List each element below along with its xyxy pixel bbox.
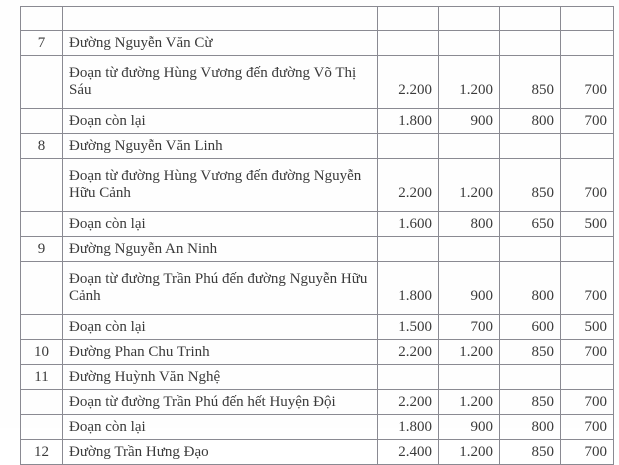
land-price-table: [20, 6, 614, 465]
price-position-3-cell: 850: [500, 390, 561, 415]
stt-cell: 8: [21, 134, 63, 159]
price-position-2-cell: 700: [439, 315, 500, 340]
table-row: [21, 31, 614, 56]
table-row: [21, 134, 614, 159]
price-position-1-cell: 2.200: [378, 340, 439, 365]
price-position-2-cell: 800: [439, 212, 500, 237]
price-position-4-cell: 700: [561, 109, 614, 134]
segment-name-cell: Đoạn còn lại: [63, 109, 378, 134]
table-row: [21, 340, 614, 365]
price-position-3-cell: 850: [500, 56, 561, 109]
table-row: [21, 159, 614, 212]
price-position-4-cell: 700: [561, 390, 614, 415]
price-position-4-cell: 700: [561, 415, 614, 440]
price-position-2-cell: 1.200: [439, 440, 500, 465]
price-position-2-cell: [439, 237, 500, 262]
price-position-4-cell: [561, 7, 614, 31]
stt-cell: [21, 212, 63, 237]
stt-cell: [21, 159, 63, 212]
price-position-4-cell: [561, 31, 614, 56]
price-position-1-cell: 2.200: [378, 159, 439, 212]
price-position-4-cell: 700: [561, 262, 614, 315]
stt-cell: 7: [21, 31, 63, 56]
street-name-cell: Đường Phan Chu Trinh: [63, 340, 378, 365]
price-position-4-cell: 700: [561, 56, 614, 109]
price-position-1-cell: 1.800: [378, 262, 439, 315]
price-position-2-cell: 1.200: [439, 390, 500, 415]
price-position-3-cell: 650: [500, 212, 561, 237]
street-name-cell: Đường Huỳnh Văn Nghệ: [63, 365, 378, 390]
stt-cell: [21, 415, 63, 440]
stt-cell: [21, 109, 63, 134]
price-position-1-cell: 2.200: [378, 56, 439, 109]
price-position-4-cell: 500: [561, 315, 614, 340]
segment-name-cell: Đoạn còn lại: [63, 212, 378, 237]
street-name-cell: Đường Nguyễn An Ninh: [63, 237, 378, 262]
stt-cell: 11: [21, 365, 63, 390]
segment-name-cell: Đoạn còn lại: [63, 315, 378, 340]
stt-cell: [21, 390, 63, 415]
price-position-1-cell: 1.600: [378, 212, 439, 237]
segment-name-cell: Đoạn còn lại: [63, 415, 378, 440]
segment-name-cell: Đoạn từ đường Hùng Vương đến đường Nguyễn Hữu Cảnh: [63, 159, 378, 212]
price-position-2-cell: 1.200: [439, 159, 500, 212]
price-position-4-cell: 700: [561, 159, 614, 212]
price-position-2-cell: 1.200: [439, 56, 500, 109]
table-row: [21, 237, 614, 262]
price-position-3-cell: 800: [500, 415, 561, 440]
price-position-4-cell: 700: [561, 340, 614, 365]
price-position-4-cell: 700: [561, 440, 614, 465]
price-position-4-cell: [561, 134, 614, 159]
price-position-2-cell: [439, 365, 500, 390]
price-position-1-cell: [378, 7, 439, 31]
street-name-cell: [63, 7, 378, 31]
price-position-3-cell: [500, 134, 561, 159]
table-row: [21, 415, 614, 440]
price-position-1-cell: 2.400: [378, 440, 439, 465]
price-position-2-cell: [439, 7, 500, 31]
price-position-1-cell: [378, 31, 439, 56]
street-name-cell: Đường Trần Hưng Đạo: [63, 440, 378, 465]
price-position-3-cell: 850: [500, 159, 561, 212]
price-position-3-cell: 850: [500, 440, 561, 465]
table-row: [21, 262, 614, 315]
table-row: [21, 212, 614, 237]
table-row: [21, 7, 614, 31]
table-row: [21, 365, 614, 390]
table-row: [21, 56, 614, 109]
stt-cell: [21, 56, 63, 109]
stt-cell: [21, 315, 63, 340]
stt-cell: 9: [21, 237, 63, 262]
price-position-2-cell: [439, 31, 500, 56]
price-position-2-cell: [439, 134, 500, 159]
price-position-4-cell: 500: [561, 212, 614, 237]
price-position-3-cell: 600: [500, 315, 561, 340]
stt-cell: [21, 7, 63, 31]
price-position-1-cell: [378, 365, 439, 390]
price-position-2-cell: 900: [439, 262, 500, 315]
price-position-1-cell: 1.500: [378, 315, 439, 340]
segment-name-cell: Đoạn từ đường Trần Phú đến hết Huyện Đội: [63, 390, 378, 415]
price-position-1-cell: 1.800: [378, 109, 439, 134]
price-position-3-cell: [500, 7, 561, 31]
price-position-3-cell: [500, 237, 561, 262]
price-position-4-cell: [561, 237, 614, 262]
price-position-1-cell: 1.800: [378, 415, 439, 440]
price-position-3-cell: [500, 365, 561, 390]
price-position-1-cell: 2.200: [378, 390, 439, 415]
price-position-3-cell: [500, 31, 561, 56]
table-row: [21, 315, 614, 340]
price-position-2-cell: 900: [439, 415, 500, 440]
segment-name-cell: Đoạn từ đường Hùng Vương đến đường Võ Thị Sáu: [63, 56, 378, 109]
price-position-3-cell: 850: [500, 340, 561, 365]
price-position-3-cell: 800: [500, 109, 561, 134]
price-position-4-cell: [561, 365, 614, 390]
stt-cell: 10: [21, 340, 63, 365]
table-row: [21, 109, 614, 134]
price-position-1-cell: [378, 237, 439, 262]
table-row: [21, 390, 614, 415]
price-position-1-cell: [378, 134, 439, 159]
stt-cell: 12: [21, 440, 63, 465]
price-position-3-cell: 800: [500, 262, 561, 315]
stt-cell: [21, 262, 63, 315]
price-position-2-cell: 1.200: [439, 340, 500, 365]
street-name-cell: Đường Nguyễn Văn Cừ: [63, 31, 378, 56]
segment-name-cell: Đoạn từ đường Trần Phú đến đường Nguyễn Hữu Cảnh: [63, 262, 378, 315]
price-position-2-cell: 900: [439, 109, 500, 134]
street-name-cell: Đường Nguyễn Văn Linh: [63, 134, 378, 159]
table-row: [21, 440, 614, 465]
